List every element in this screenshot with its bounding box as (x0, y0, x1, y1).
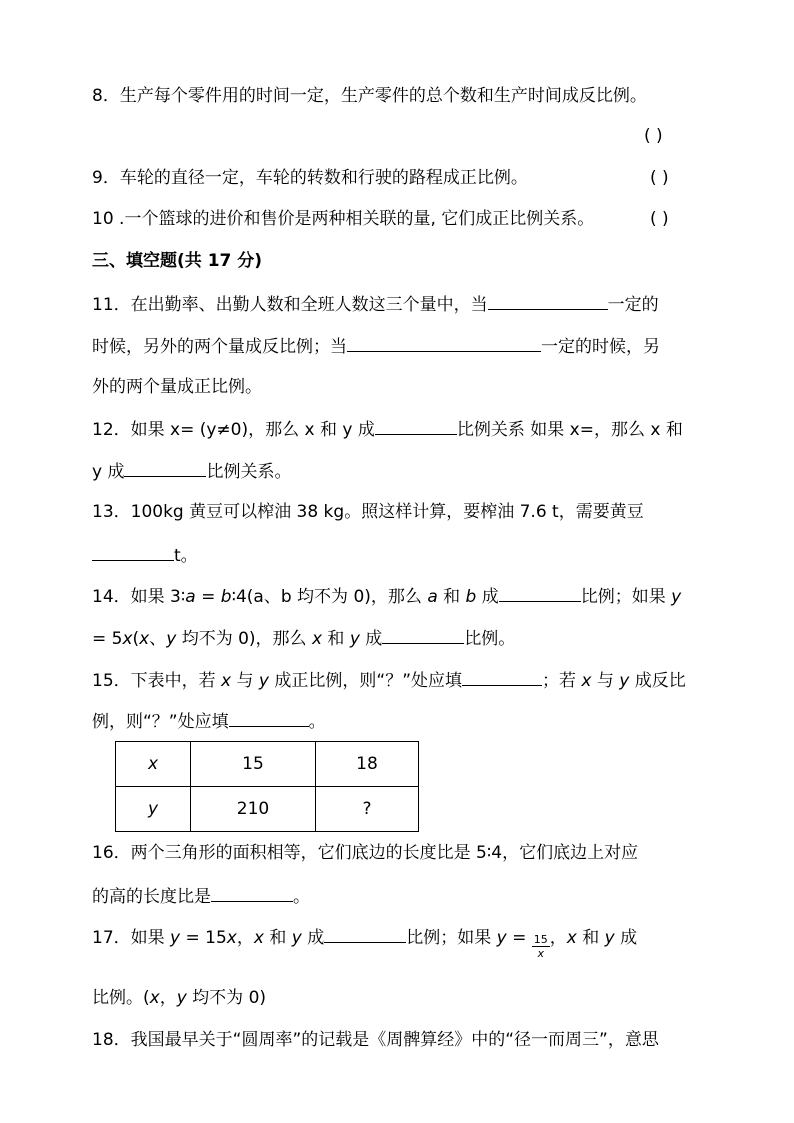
q16-text: 。 (293, 887, 310, 907)
q15-text: ；若 (542, 671, 582, 691)
q15-line2 (92, 708, 326, 734)
q13-blank[interactable] (92, 542, 174, 561)
q12-text-2: 比例关系 如果 x=，那么 x 和 (456, 420, 683, 440)
q15-blank-1[interactable] (462, 667, 542, 686)
table-cell: ? (316, 787, 419, 832)
q11-line1 (92, 291, 659, 317)
q15-blank-2[interactable] (229, 708, 309, 727)
q17-var-y: y (176, 988, 187, 1008)
q17-text: 均不为 0) (186, 988, 267, 1008)
q14-line1 (92, 583, 681, 609)
q15-text: 与 (591, 671, 620, 691)
q12-text-4: 比例关系。 (206, 462, 292, 482)
table-cell: 210 (191, 787, 316, 832)
table-cell: 15 (191, 742, 316, 787)
q14-var-a: a (185, 587, 196, 607)
q14-var-y: y (671, 587, 682, 607)
q17-text: 和 (576, 928, 605, 948)
q17-var-x: x (253, 928, 264, 948)
q14-var-b: b (465, 587, 477, 607)
q17-var-x: x (226, 928, 237, 948)
q14-text: 和 (322, 629, 350, 649)
section-title: 三、填空题(共 17 分) (92, 251, 263, 271)
q9-answer-paren[interactable]: ( ) (650, 168, 669, 188)
q14-text: 比例。 (464, 629, 516, 649)
q8-answer-paren[interactable]: ( ) (644, 126, 663, 146)
q14-var-x: x (139, 629, 150, 649)
q17-var-y: y (496, 928, 507, 948)
q14-text: 14．如果 3∶ (92, 587, 186, 607)
q14-var-x: x (311, 629, 323, 649)
q17-text: 成 (614, 928, 638, 948)
q14-var-a: a (427, 587, 438, 607)
q13-text-2: t。 (174, 546, 198, 566)
q16-line1: 16．两个三角形的面积相等，它们底边的长度比是 5∶4，它们底边上对应 (92, 843, 639, 863)
q17-text: ， (549, 928, 567, 948)
q14-var-b: b (220, 587, 232, 607)
q13-line1: 13．100kg 黄豆可以榨油 38 kg。照这样计算，要榨油 7.6 t，需要黄豆 (92, 502, 644, 522)
q17-text: 成 (301, 928, 325, 948)
q14-text: = (195, 587, 221, 607)
table-cell: y (116, 787, 191, 832)
table-row (116, 787, 419, 832)
q17-text: ， (159, 988, 177, 1008)
q11-line3: 外的两个量成正比例。 (92, 377, 262, 397)
q11-blank-2[interactable] (347, 333, 541, 352)
q17-text: = (506, 928, 532, 948)
q11-text-4: 一定的时候，另 (541, 337, 660, 357)
q17-blank-1[interactable] (324, 924, 406, 943)
q10-text: 10 .一个篮球的进价和售价是两种相关联的量, 它们成正比例关系。 (92, 209, 595, 229)
q15-text: 例，则“？”处应填 (92, 712, 229, 732)
q14-var-y: y (349, 629, 360, 649)
q14-text: = 5 (92, 629, 123, 649)
q17-text: 比例；如果 (406, 928, 497, 948)
q12-blank-2[interactable] (124, 458, 206, 477)
q14-text: ∶4(a、b 均不为 0)，那么 (231, 587, 428, 607)
q11-line2 (92, 333, 660, 359)
q11-text-1: 11．在出勤率、出勤人数和全班人数这三个量中，当 (92, 295, 488, 315)
q17-text: ， (236, 928, 254, 948)
q17-text: = 15 (180, 928, 227, 948)
q15-line1 (92, 667, 686, 693)
q17-var-x: x (149, 988, 160, 1008)
q12-line1 (92, 416, 683, 442)
q17-line2 (92, 986, 266, 1010)
q17-line1 (92, 924, 638, 960)
q17-text: 17．如果 (92, 928, 171, 948)
q8-line1: 8．生产每个零件用的时间一定，生产零件的总个数和生产时间成反比例。 (92, 86, 647, 106)
q14-line2 (92, 625, 515, 651)
fraction-denominator: x (537, 946, 544, 960)
q14-var-y: y (166, 629, 177, 649)
q13-line2 (92, 542, 198, 568)
q11-text-3: 时候，另外的两个量成反比例；当 (92, 337, 347, 357)
q11-blank-1[interactable] (488, 291, 608, 310)
q18-line1: 18．我国最早关于“圆周率”的记载是《周髀算经》中的“径一而周三”，意思 (92, 1030, 659, 1050)
q14-text: 、 (149, 629, 167, 649)
q17-var-y: y (604, 928, 615, 948)
q17-var-x: x (566, 928, 577, 948)
q15-var-y: y (258, 671, 269, 691)
q17-var-y: y (291, 928, 302, 948)
table-cell: x (116, 742, 191, 787)
q14-text: 比例；如果 (580, 587, 672, 607)
q14-text: 和 (437, 587, 466, 607)
q15-var-x: x (581, 671, 592, 691)
fraction-numerator: 15 (533, 932, 548, 946)
q9-text: 9．车轮的直径一定，车轮的转数和行驶的路程成正比例。 (92, 168, 528, 188)
q10-answer-paren[interactable]: ( ) (650, 209, 669, 229)
q14-var-x: x (122, 629, 133, 649)
q14-blank-1[interactable] (499, 583, 581, 602)
q16-blank[interactable] (211, 883, 293, 902)
q12-line2 (92, 458, 291, 484)
q12-text-1: 12．如果 x= (y≠0)，那么 x 和 y 成 (92, 420, 375, 440)
q15-text: 与 (231, 671, 259, 691)
q17-var-y: y (170, 928, 181, 948)
q11-text-2: 一定的 (607, 295, 659, 315)
q14-text: 均不为 0)，那么 (176, 629, 312, 649)
q12-blank-1[interactable] (375, 416, 457, 435)
q16-line2 (92, 883, 310, 909)
q14-blank-2[interactable] (382, 625, 464, 644)
q15-text: 15．下表中，若 (92, 671, 222, 691)
q15-var-x: x (221, 671, 232, 691)
q14-text: 成 (476, 587, 499, 607)
q15-var-y: y (619, 671, 630, 691)
q15-text: 成正比例，则“？”处应填 (268, 671, 463, 691)
q17-fraction (532, 933, 550, 960)
q14-text: 成 (359, 629, 383, 649)
q16-text: 的高的长度比是 (92, 887, 211, 907)
q17-text: 比例。( (92, 988, 150, 1008)
q17-text: 和 (263, 928, 292, 948)
table-cell: 18 (316, 742, 419, 787)
q15-table (115, 741, 419, 832)
q12-text-3: y 成 (92, 462, 125, 482)
q14-text: ( (132, 629, 140, 649)
q15-text: 成反比 (629, 671, 686, 691)
table-row (116, 742, 419, 787)
q15-text: 。 (308, 712, 326, 732)
